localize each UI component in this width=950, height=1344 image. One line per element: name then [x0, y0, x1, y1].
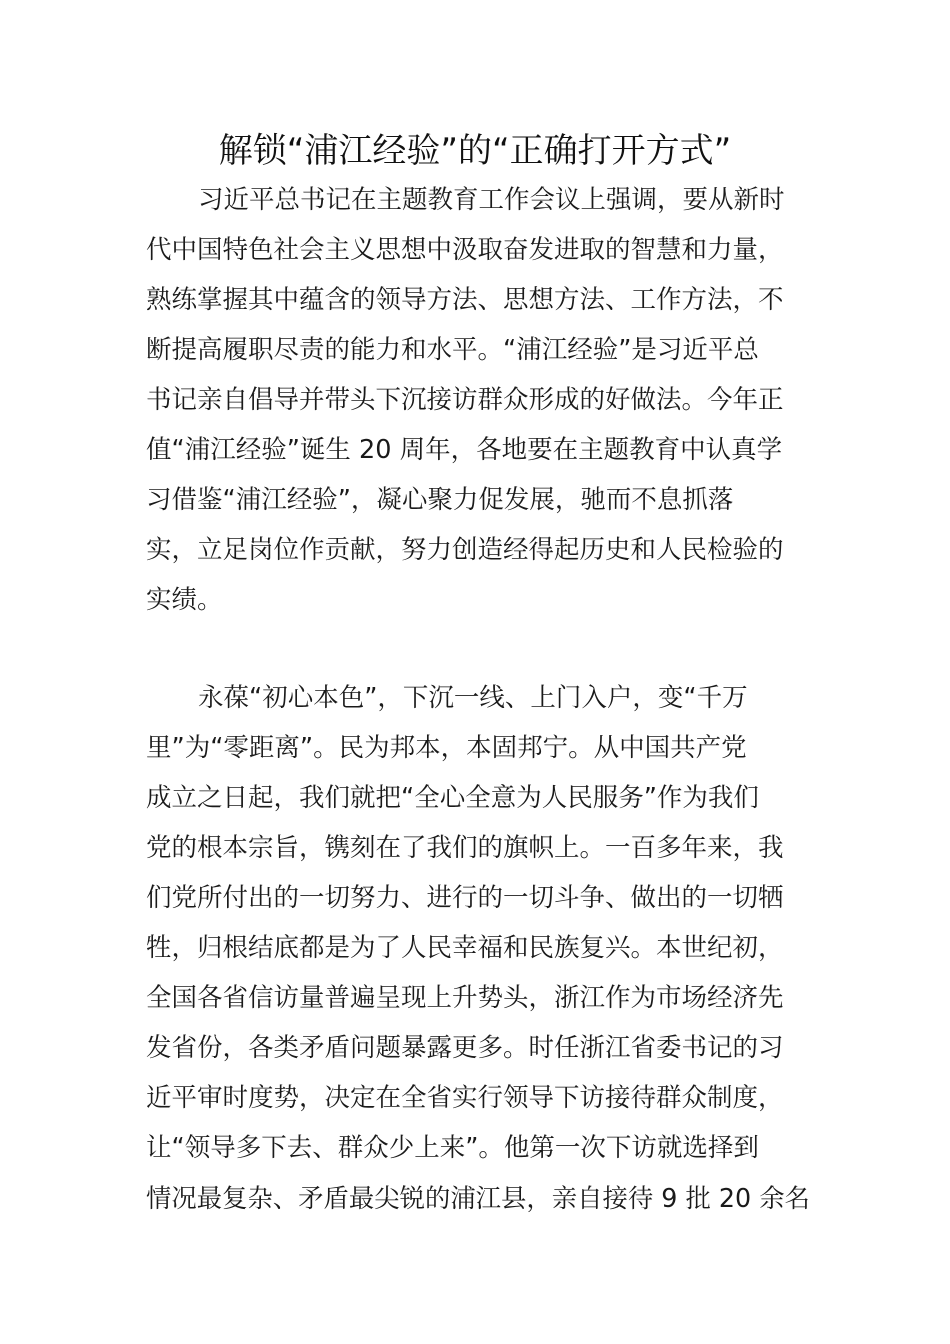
- paragraph-line: 断提高履职尽责的能力和水平。“浦江经验”是习近平总: [146, 335, 759, 365]
- paragraph-line: 习近平总书记在主题教育工作会议上强调，要从新时: [198, 185, 785, 215]
- paragraph-line: 实绩。: [146, 585, 223, 615]
- paragraph-line: 全国各省信访量普遍呈现上升势头，浙江作为市场经济先: [146, 983, 784, 1013]
- paragraph-line: 牲，归根结底都是为了人民幸福和民族复兴。本世纪初，: [146, 933, 784, 963]
- paragraph-line: 成立之日起，我们就把“全心全意为人民服务”作为我们: [146, 783, 759, 813]
- paragraph-line: 熟练掌握其中蕴含的领导方法、思想方法、工作方法，不: [146, 285, 784, 315]
- document-title: 解锁“浦江经验”的“正确打开方式”: [218, 131, 732, 171]
- paragraph-line: 们党所付出的一切努力、进行的一切斗争、做出的一切牺: [146, 883, 784, 913]
- paragraph-line: 让“领导多下去、群众少上来”。他第一次下访就选择到: [146, 1133, 759, 1163]
- paragraph-line: 实，立足岗位作贡献，努力创造经得起历史和人民检验的: [146, 535, 784, 565]
- paragraph-line: 书记亲自倡导并带头下沉接访群众形成的好做法。今年正: [146, 385, 784, 415]
- paragraph-line: 习借鉴“浦江经验”，凝心聚力促发展，驰而不息抓落: [146, 485, 734, 515]
- paragraph-line: 永葆“初心本色”，下沉一线、上门入户，变“千万: [198, 683, 748, 713]
- paragraph-line: 发省份，各类矛盾问题暴露更多。时任浙江省委书记的习: [146, 1033, 784, 1063]
- paragraph-line: 情况最复杂、矛盾最尖锐的浦江县，亲自接待 9 批 20 余名: [146, 1183, 810, 1213]
- paragraph-line: 代中国特色社会主义思想中汲取奋发进取的智慧和力量，: [146, 235, 784, 265]
- paragraph-line: 党的根本宗旨，镌刻在了我们的旗帜上。一百多年来，我: [146, 833, 784, 863]
- paragraph-line: 近平审时度势，决定在全省实行领导下访接待群众制度，: [146, 1083, 784, 1113]
- paragraph-line: 里”为“零距离”。民为邦本，本固邦宁。从中国共产党: [146, 733, 747, 763]
- paragraph-line: 值“浦江经验”诞生 20 周年，各地要在主题教育中认真学: [146, 435, 783, 465]
